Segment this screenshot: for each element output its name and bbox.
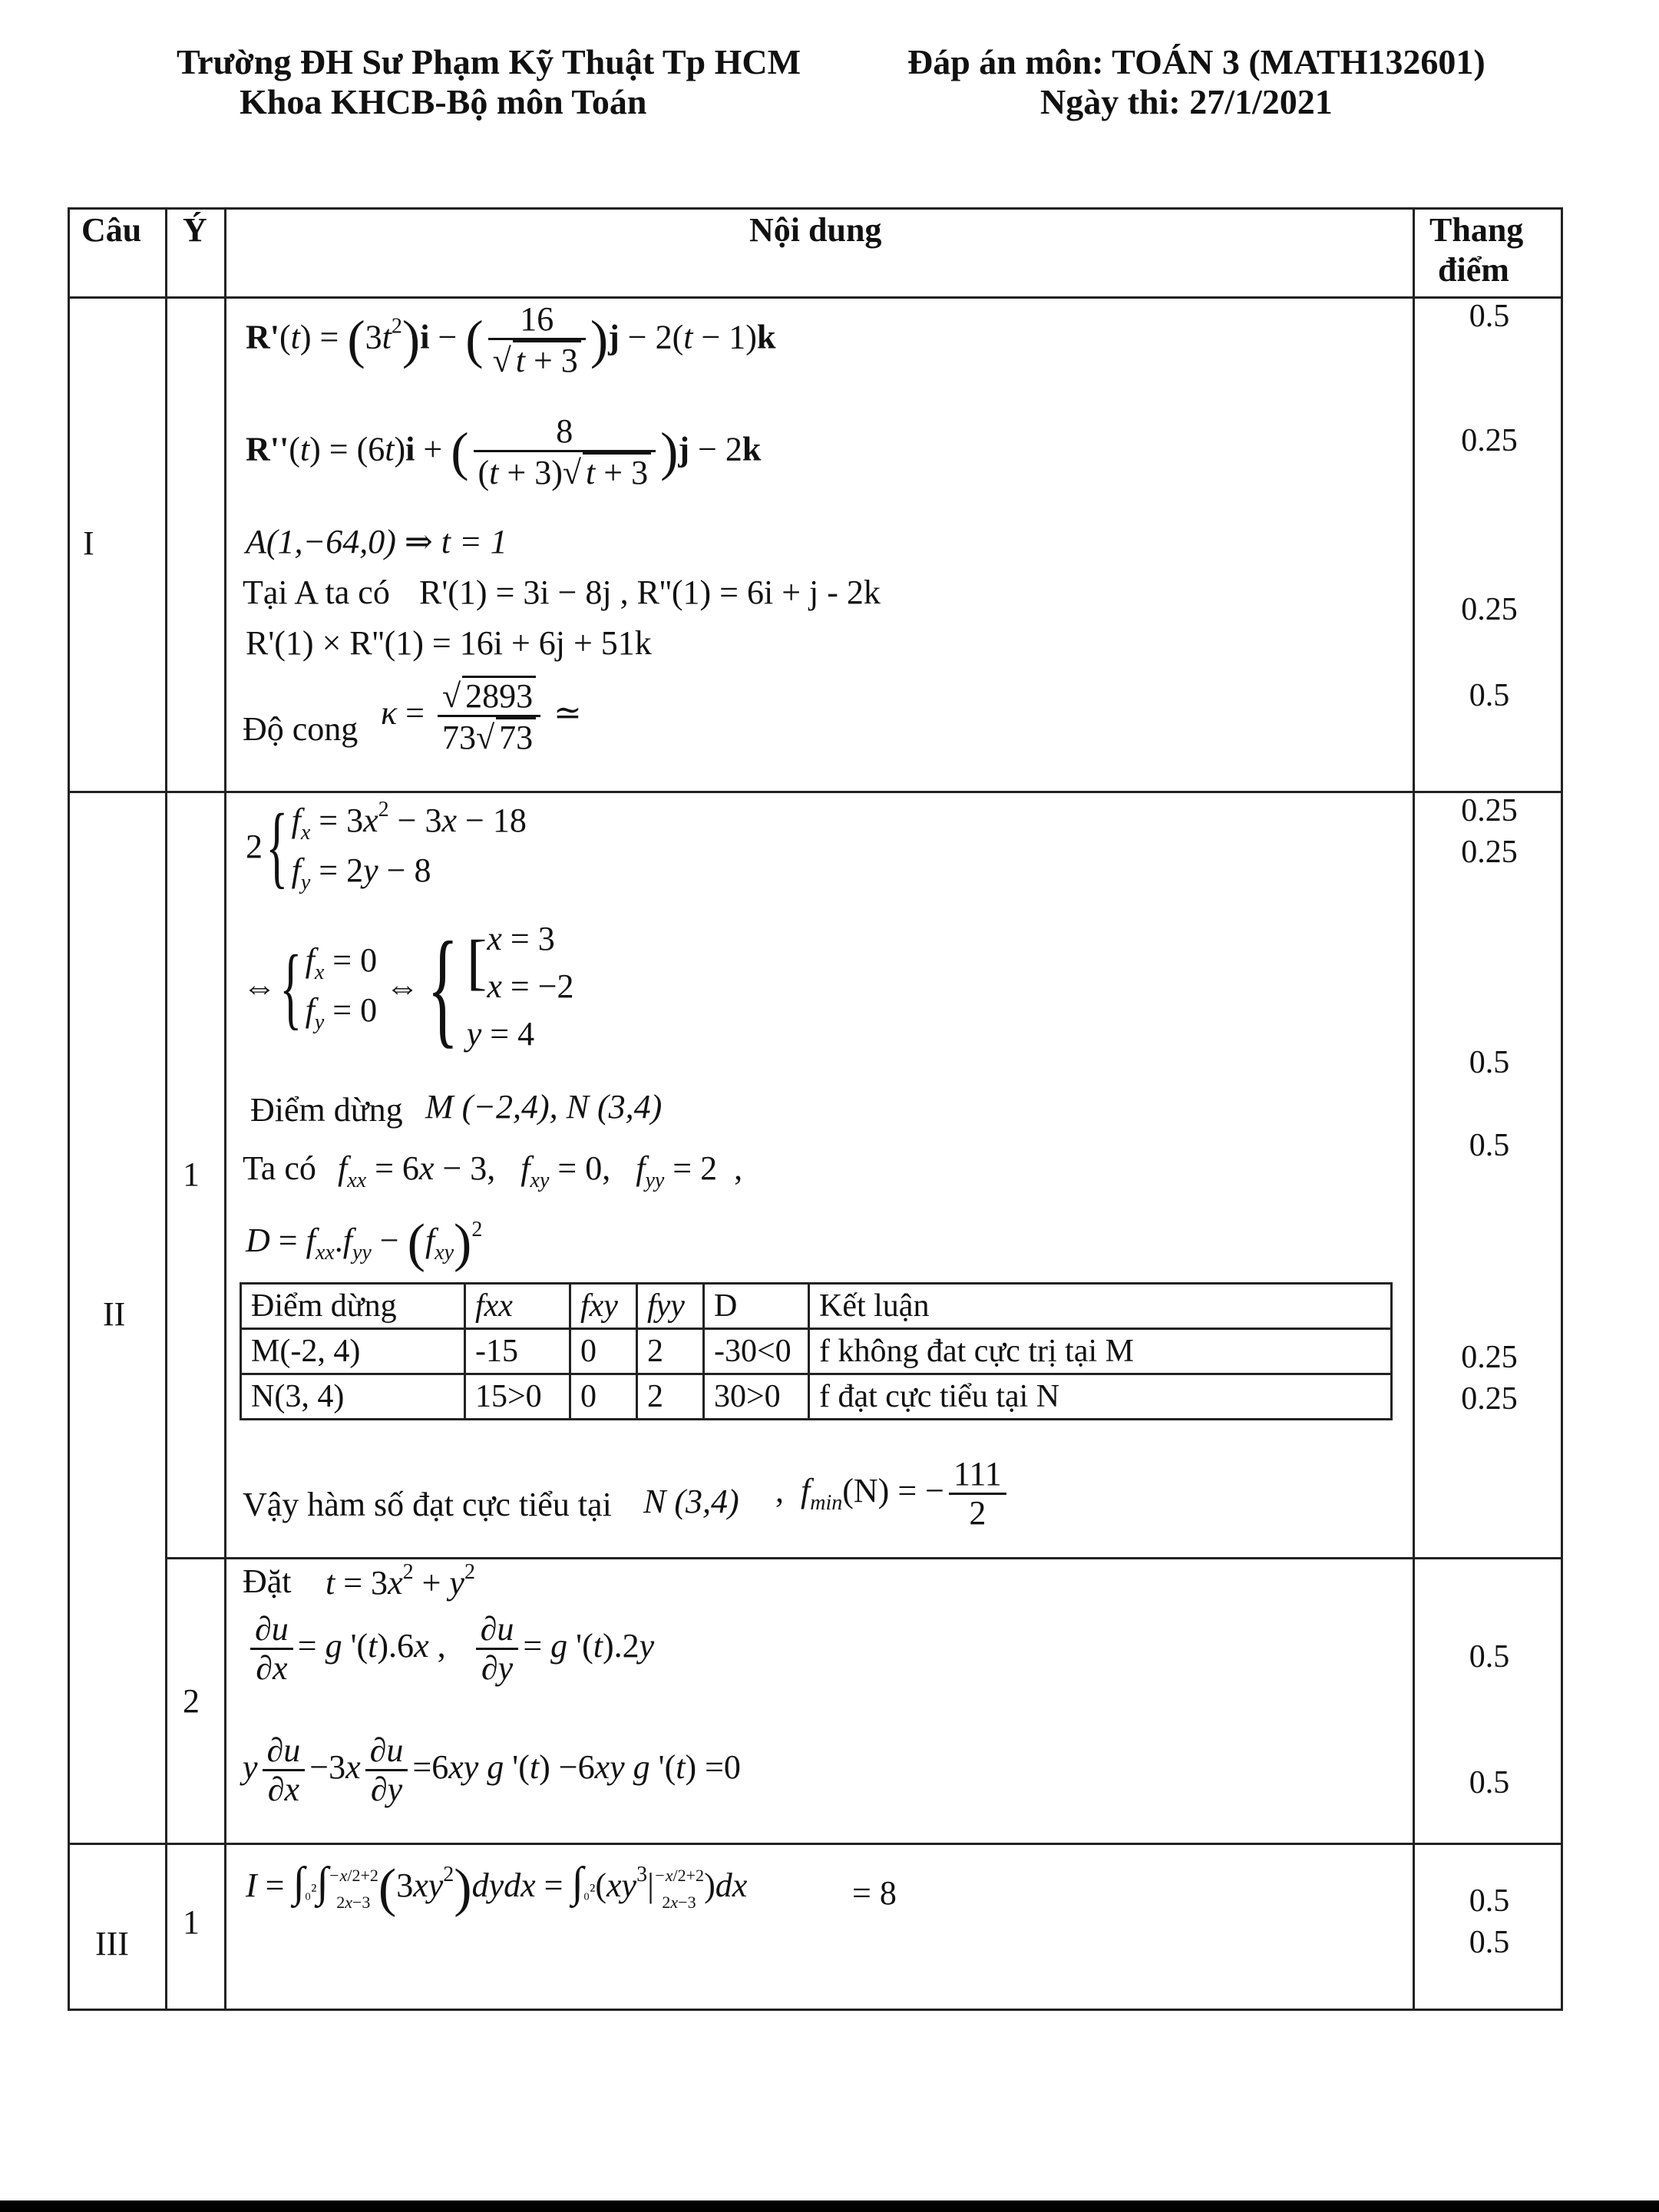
- header-noi-dung: Nội dung: [749, 211, 882, 249]
- y-III-1-label: 1: [183, 1903, 200, 1941]
- y-II-2-label: 2: [183, 1682, 200, 1720]
- integral-result: = 8: [852, 1874, 897, 1912]
- score-I-3: 0.25: [1461, 592, 1518, 627]
- cross-product-line: R'(1) × R''(1) = 16i + 6j + 51k: [246, 624, 652, 662]
- bottom-edge-band: [0, 2200, 1659, 2212]
- cell-fyy: 2: [637, 1329, 704, 1374]
- double-integral: I = ∫₀²∫−x/2+2 2x−3 $(3xy^2)dydx = \int_0^2(xy^3|-x/2+2$ 2x−3 )dx: [246, 1859, 748, 1918]
- table-header-divider: [68, 296, 1563, 299]
- section-divider-2: [68, 1843, 1563, 1845]
- school-name: Trường ĐH Sư Phạm Kỹ Thuật Tp HCM: [177, 42, 801, 81]
- cell-conclusion: f không đat cực trị tại M: [809, 1329, 1392, 1374]
- at-A-text: Tại A ta có: [243, 574, 390, 611]
- table-row: [241, 1374, 1392, 1420]
- score-I-4: 0.5: [1469, 678, 1510, 713]
- header-thang: Thang: [1429, 211, 1524, 249]
- cell-D: 30>0: [704, 1374, 809, 1420]
- exam-subject: Đáp án môn: TOÁN 3 (MATH132601): [907, 42, 1485, 81]
- cell-fxy: 0: [570, 1374, 637, 1420]
- score-III-a: 0.5: [1469, 1883, 1510, 1919]
- at-A-math: R'(1) = 3i − 8j , R''(1) = 6i + j - 2k: [419, 574, 881, 611]
- cell-point: N(3, 4): [241, 1374, 465, 1420]
- th-ket-luan: Kết luận: [809, 1284, 1392, 1329]
- table-row: [241, 1329, 1392, 1374]
- classification-table-header: [241, 1284, 1392, 1329]
- verification-formula: y $\frac{\partial u}{\partial x}$ −3x $\frac{\partial u}{\partial y}$ =6xy g '(t) −6xy g '(t) =0: [243, 1731, 741, 1809]
- table-border-right: [1561, 207, 1563, 2011]
- critical-point-system: ⇔{ $f_x = 0$ $f_y = 0$ ⇔{ [x = 3 x = −2 y = 4: [243, 914, 574, 1060]
- score-II-2a: 0.5: [1469, 1639, 1510, 1675]
- classification-table: [240, 1282, 1393, 1420]
- conclusion-text: Vậy hàm số đạt cực tiểu tại: [243, 1486, 612, 1523]
- cell-fxx: 15>0: [465, 1374, 570, 1420]
- second-derivatives: $f_{xx} = 6x - 3$, $f_{xy} = 0$, $f_{yy} = 2$ ,: [338, 1149, 743, 1192]
- section-divider-1: [68, 791, 1563, 793]
- conclusion-min-value: , $f_{min}(N)$ = − $\frac{111}{2}$: [775, 1456, 1011, 1533]
- score-II-1e: 0.25: [1461, 1340, 1518, 1375]
- score-II-1a: 0.25: [1461, 793, 1518, 828]
- th-fxy: fxy: [570, 1284, 637, 1329]
- stationary-points: M (−2,4), N (3,4): [425, 1088, 663, 1126]
- point-A-line: A(1,−64,0) ⇒ t = 1: [246, 523, 507, 560]
- cell-fyy: 2: [637, 1374, 704, 1420]
- table-border-top: [68, 207, 1563, 210]
- score-III-b: 0.5: [1469, 1925, 1510, 1960]
- score-II-1d: 0.5: [1469, 1128, 1510, 1163]
- th-D: D: [704, 1284, 809, 1329]
- curvature-formula: κ = $\frac{√ 2893}{73√ 73}$ ≃: [381, 677, 582, 757]
- partial-derivatives-system: 2{ $f_x = 3x^2 - 3x - 18$ $f_y = 2y - 8$: [246, 795, 527, 898]
- conclusion-point: N (3,4): [643, 1483, 739, 1520]
- th-fyy: fyy: [637, 1284, 704, 1329]
- cell-D: -30<0: [704, 1329, 809, 1374]
- cell-conclusion: f đạt cực tiểu tại N: [809, 1374, 1392, 1420]
- formula-R-prime: $R'(t) = (3t^2)i$ − ( $\frac{16}{√ t + 3}$ )j − 2(t − 1)k: [246, 300, 776, 380]
- cau-I-label: I: [83, 524, 94, 562]
- col-divider-score: [1413, 207, 1415, 2011]
- score-II-1b: 0.25: [1461, 835, 1518, 870]
- col-divider-y: [224, 207, 226, 2011]
- cell-point: M(-2, 4): [241, 1329, 465, 1374]
- score-II-1c: 0.5: [1469, 1045, 1510, 1080]
- curvature-text: Độ cong: [243, 710, 359, 748]
- table-border-bottom: [68, 2009, 1563, 2011]
- th-fxx: fxx: [465, 1284, 570, 1329]
- exam-date: Ngày thi: 27/1/2021: [1040, 82, 1333, 121]
- y-II-1-label: 1: [183, 1156, 200, 1193]
- cell-fxx: -15: [465, 1329, 570, 1374]
- score-I-2: 0.25: [1461, 423, 1518, 458]
- score-I-1: 0.5: [1469, 299, 1510, 334]
- th-diem-dung: Điểm dừng: [241, 1284, 465, 1329]
- subsection-divider: [165, 1557, 1563, 1559]
- cell-fxy: 0: [570, 1329, 637, 1374]
- cau-III-label: III: [95, 1925, 129, 1962]
- stationary-label: Điểm dừng: [250, 1091, 403, 1129]
- score-II-1f: 0.25: [1461, 1381, 1518, 1417]
- discriminant-formula: $D = f_{xx}.f_{yy} - (f_{xy})^2$: [246, 1214, 483, 1273]
- faculty-name: Khoa KHCB-Bộ môn Toán: [240, 82, 647, 121]
- header-cau: Câu: [81, 211, 142, 249]
- header-y: Ý: [183, 211, 207, 249]
- substitution-formula: $t = 3x^2 + y^2$: [326, 1560, 475, 1602]
- substitution-text: Đặt: [243, 1562, 292, 1600]
- second-deriv-text: Ta có: [243, 1149, 316, 1187]
- col-divider-cau: [165, 207, 167, 2011]
- score-II-2b: 0.5: [1469, 1765, 1510, 1800]
- table-border-left: [68, 207, 70, 2011]
- header-diem: điểm: [1438, 251, 1509, 289]
- cau-II-label: II: [103, 1295, 126, 1333]
- chain-rule-partials: $\frac{\partial u}{\partial x}$ = g '(t).6x , $\frac{\partial u}{\partial y}$ = g '(t).2y: [246, 1611, 654, 1688]
- formula-R-double-prime: R''(t) = (6t)i + ( $\frac{8}{(t + 3)√ t + 3}$ )j − 2k: [246, 412, 762, 492]
